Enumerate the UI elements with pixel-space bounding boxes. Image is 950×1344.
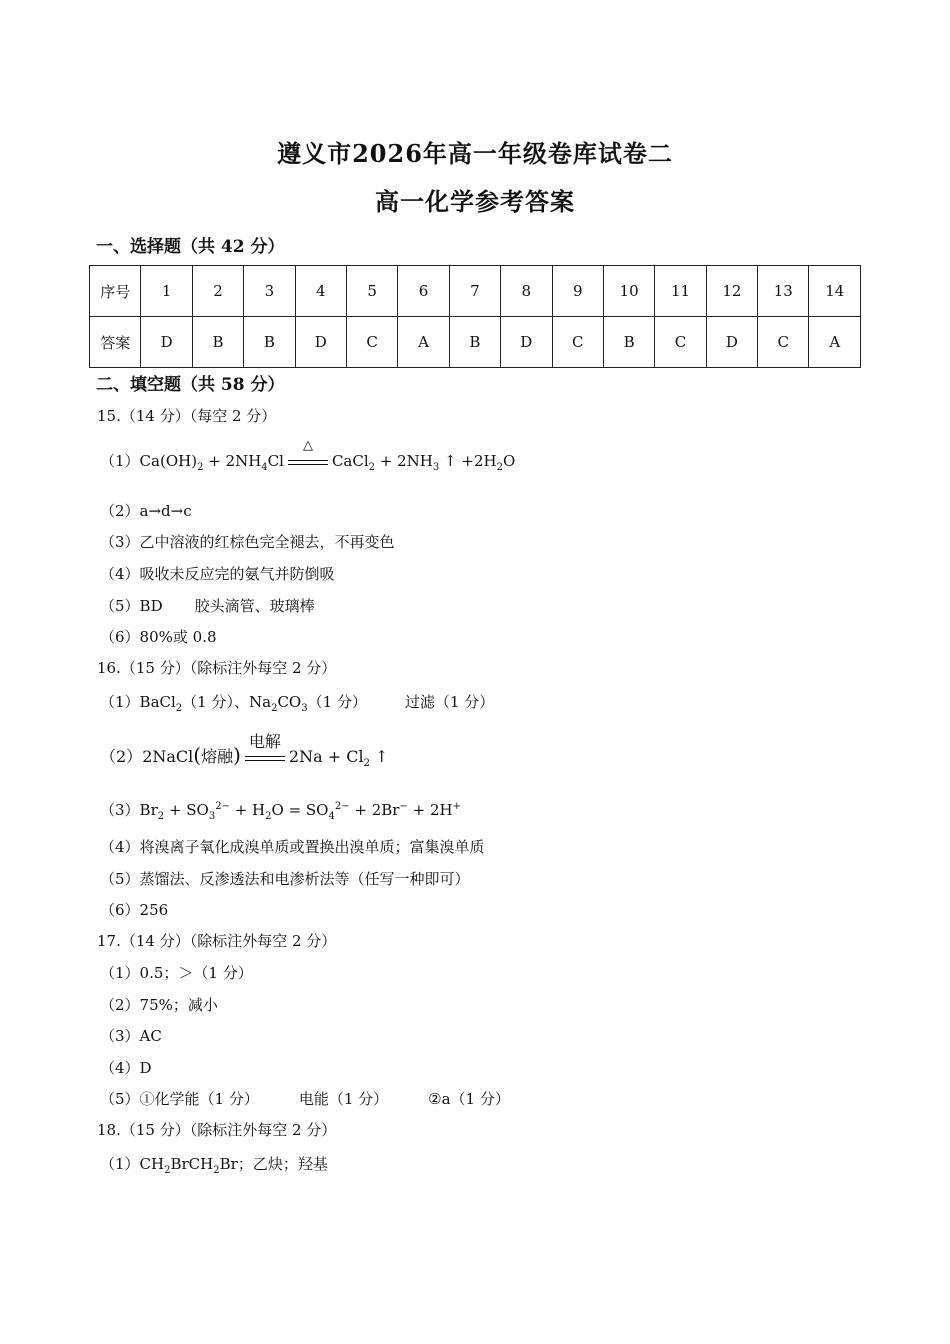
q17-part5	[100, 1088, 510, 1109]
document-subtitle: 高一化学参考答案	[375, 187, 575, 216]
document-title: 遵义市2026年高一年级卷库试卷二	[277, 139, 673, 168]
q16-title: 16.（15 分）（除标注外每空 2 分）	[97, 659, 337, 677]
question-number: 1	[141, 266, 192, 317]
q16-part6: （6）256	[100, 901, 169, 919]
answer-letter: C	[758, 317, 809, 368]
question-number: 7	[449, 266, 500, 317]
q15-part5	[100, 595, 315, 616]
q16-part5: （5）蒸馏法、反渗透法和电渗析法等（任写一种即可）	[100, 870, 470, 888]
filter-answer: 过滤（1 分）	[404, 693, 495, 711]
heat-equals-sign	[288, 438, 328, 471]
q15-part4: （4）吸收未反应完的氨气并防倒吸	[100, 565, 335, 583]
question-number: 8	[501, 266, 552, 317]
answer-letter: B	[192, 317, 243, 368]
question-number: 2	[192, 266, 243, 317]
table-row-label: 序号	[90, 266, 141, 317]
q15-equation: $(1)Ca(OH)_2 + 2NH_4Cl$ △ CaCl$_2$ + $2NH_3$ ↑ $+2H_2O$	[100, 438, 516, 473]
answer-letter: C	[552, 317, 603, 368]
score-note: （1 分）	[307, 693, 367, 711]
question-number: 6	[398, 266, 449, 317]
q15-part6: （6）80%或 0.8	[100, 628, 217, 646]
heat-symbol: △	[302, 438, 313, 453]
answer-letter: A	[809, 317, 861, 368]
part-label: （2）	[100, 747, 143, 766]
part5-chemical-energy: （5）①化学能（1 分）	[100, 1090, 259, 1108]
answer-letter: B	[244, 317, 295, 368]
q17-part3: （3）AC	[100, 1027, 162, 1045]
answer-letter: D	[706, 317, 757, 368]
q15-part3: （3）乙中溶液的红棕色完全褪去，不再变色	[100, 533, 395, 551]
part5-answer: （5）BD	[100, 597, 163, 615]
table-row-label: 答案	[90, 317, 141, 368]
q18-part1: $(1)CH_2BrCH_2Br$；乙炔；羟基	[100, 1155, 328, 1176]
part5-electric-energy: 电能（1 分）	[298, 1090, 389, 1108]
part5-instruments: 胶头滴管、玻璃棒	[194, 597, 315, 615]
question-number: 3	[244, 266, 295, 317]
answer-letter: B	[449, 317, 500, 368]
q15-title: 15.（14 分）（每空 2 分）	[97, 407, 277, 425]
question-number: 12	[706, 266, 757, 317]
answer-letter: D	[295, 317, 346, 368]
part-label: （1）	[100, 1155, 140, 1173]
part5-answer-a: ②a（1 分）	[428, 1090, 510, 1108]
q16-part1: （1）BaCl$_2$（1 分）、$Na_2CO_3(1$ 分） 过滤（1 分）	[100, 693, 495, 714]
q17-part1: （1）0.5；＞（1 分）	[100, 964, 253, 982]
q16-part3-equation: $(3)Br_2 + SO_3^{2-} + H_2O = SO_4^{2-} + 2Br^- + 2H^+$	[100, 801, 461, 822]
molten-label: 熔融	[201, 747, 234, 766]
electrolysis-label: 电解	[248, 731, 281, 751]
q17-part2: （2）75%；减小	[100, 996, 218, 1014]
question-number: 11	[655, 266, 706, 317]
q16-electrolysis-equation: （2）2NaCl(熔融) 电解 $2Na + Cl_2$ ↑	[100, 743, 388, 769]
q17-part4: （4）D	[100, 1059, 152, 1077]
part1-rest: ；乙炔；羟基	[237, 1155, 328, 1173]
question-number: 10	[603, 266, 654, 317]
q15-part2: （2）a→d→c	[100, 502, 192, 520]
question-number: 4	[295, 266, 346, 317]
question-number: 13	[758, 266, 809, 317]
answer-letter: A	[398, 317, 449, 368]
q17-title: 17.（14 分）（除标注外每空 2 分）	[97, 932, 337, 950]
answer-letter: C	[346, 317, 397, 368]
score-note: （1 分）、	[182, 693, 249, 711]
table-row-numbers	[90, 266, 861, 317]
answer-letter: D	[141, 317, 192, 368]
q18-title: 18.（15 分）（除标注外每空 2 分）	[97, 1121, 337, 1139]
q16-part4: （4）将溴离子氧化成溴单质或置换出溴单质；富集溴单质	[100, 838, 485, 856]
question-number: 9	[552, 266, 603, 317]
section-1-heading: 一、选择题（共 42 分）	[96, 237, 285, 257]
answer-table	[89, 265, 861, 368]
part-label: （3）	[100, 801, 140, 819]
table-row-answers	[90, 317, 861, 368]
question-number: 5	[346, 266, 397, 317]
section-2-heading: 二、填空题（共 58 分）	[96, 375, 285, 395]
answer-letter: D	[501, 317, 552, 368]
part-label: （1）	[100, 693, 140, 711]
answer-letter: C	[655, 317, 706, 368]
answer-letter: B	[603, 317, 654, 368]
part-label: （1）	[100, 452, 140, 470]
electrolysis-equals-sign	[245, 731, 285, 767]
question-number: 14	[809, 266, 861, 317]
